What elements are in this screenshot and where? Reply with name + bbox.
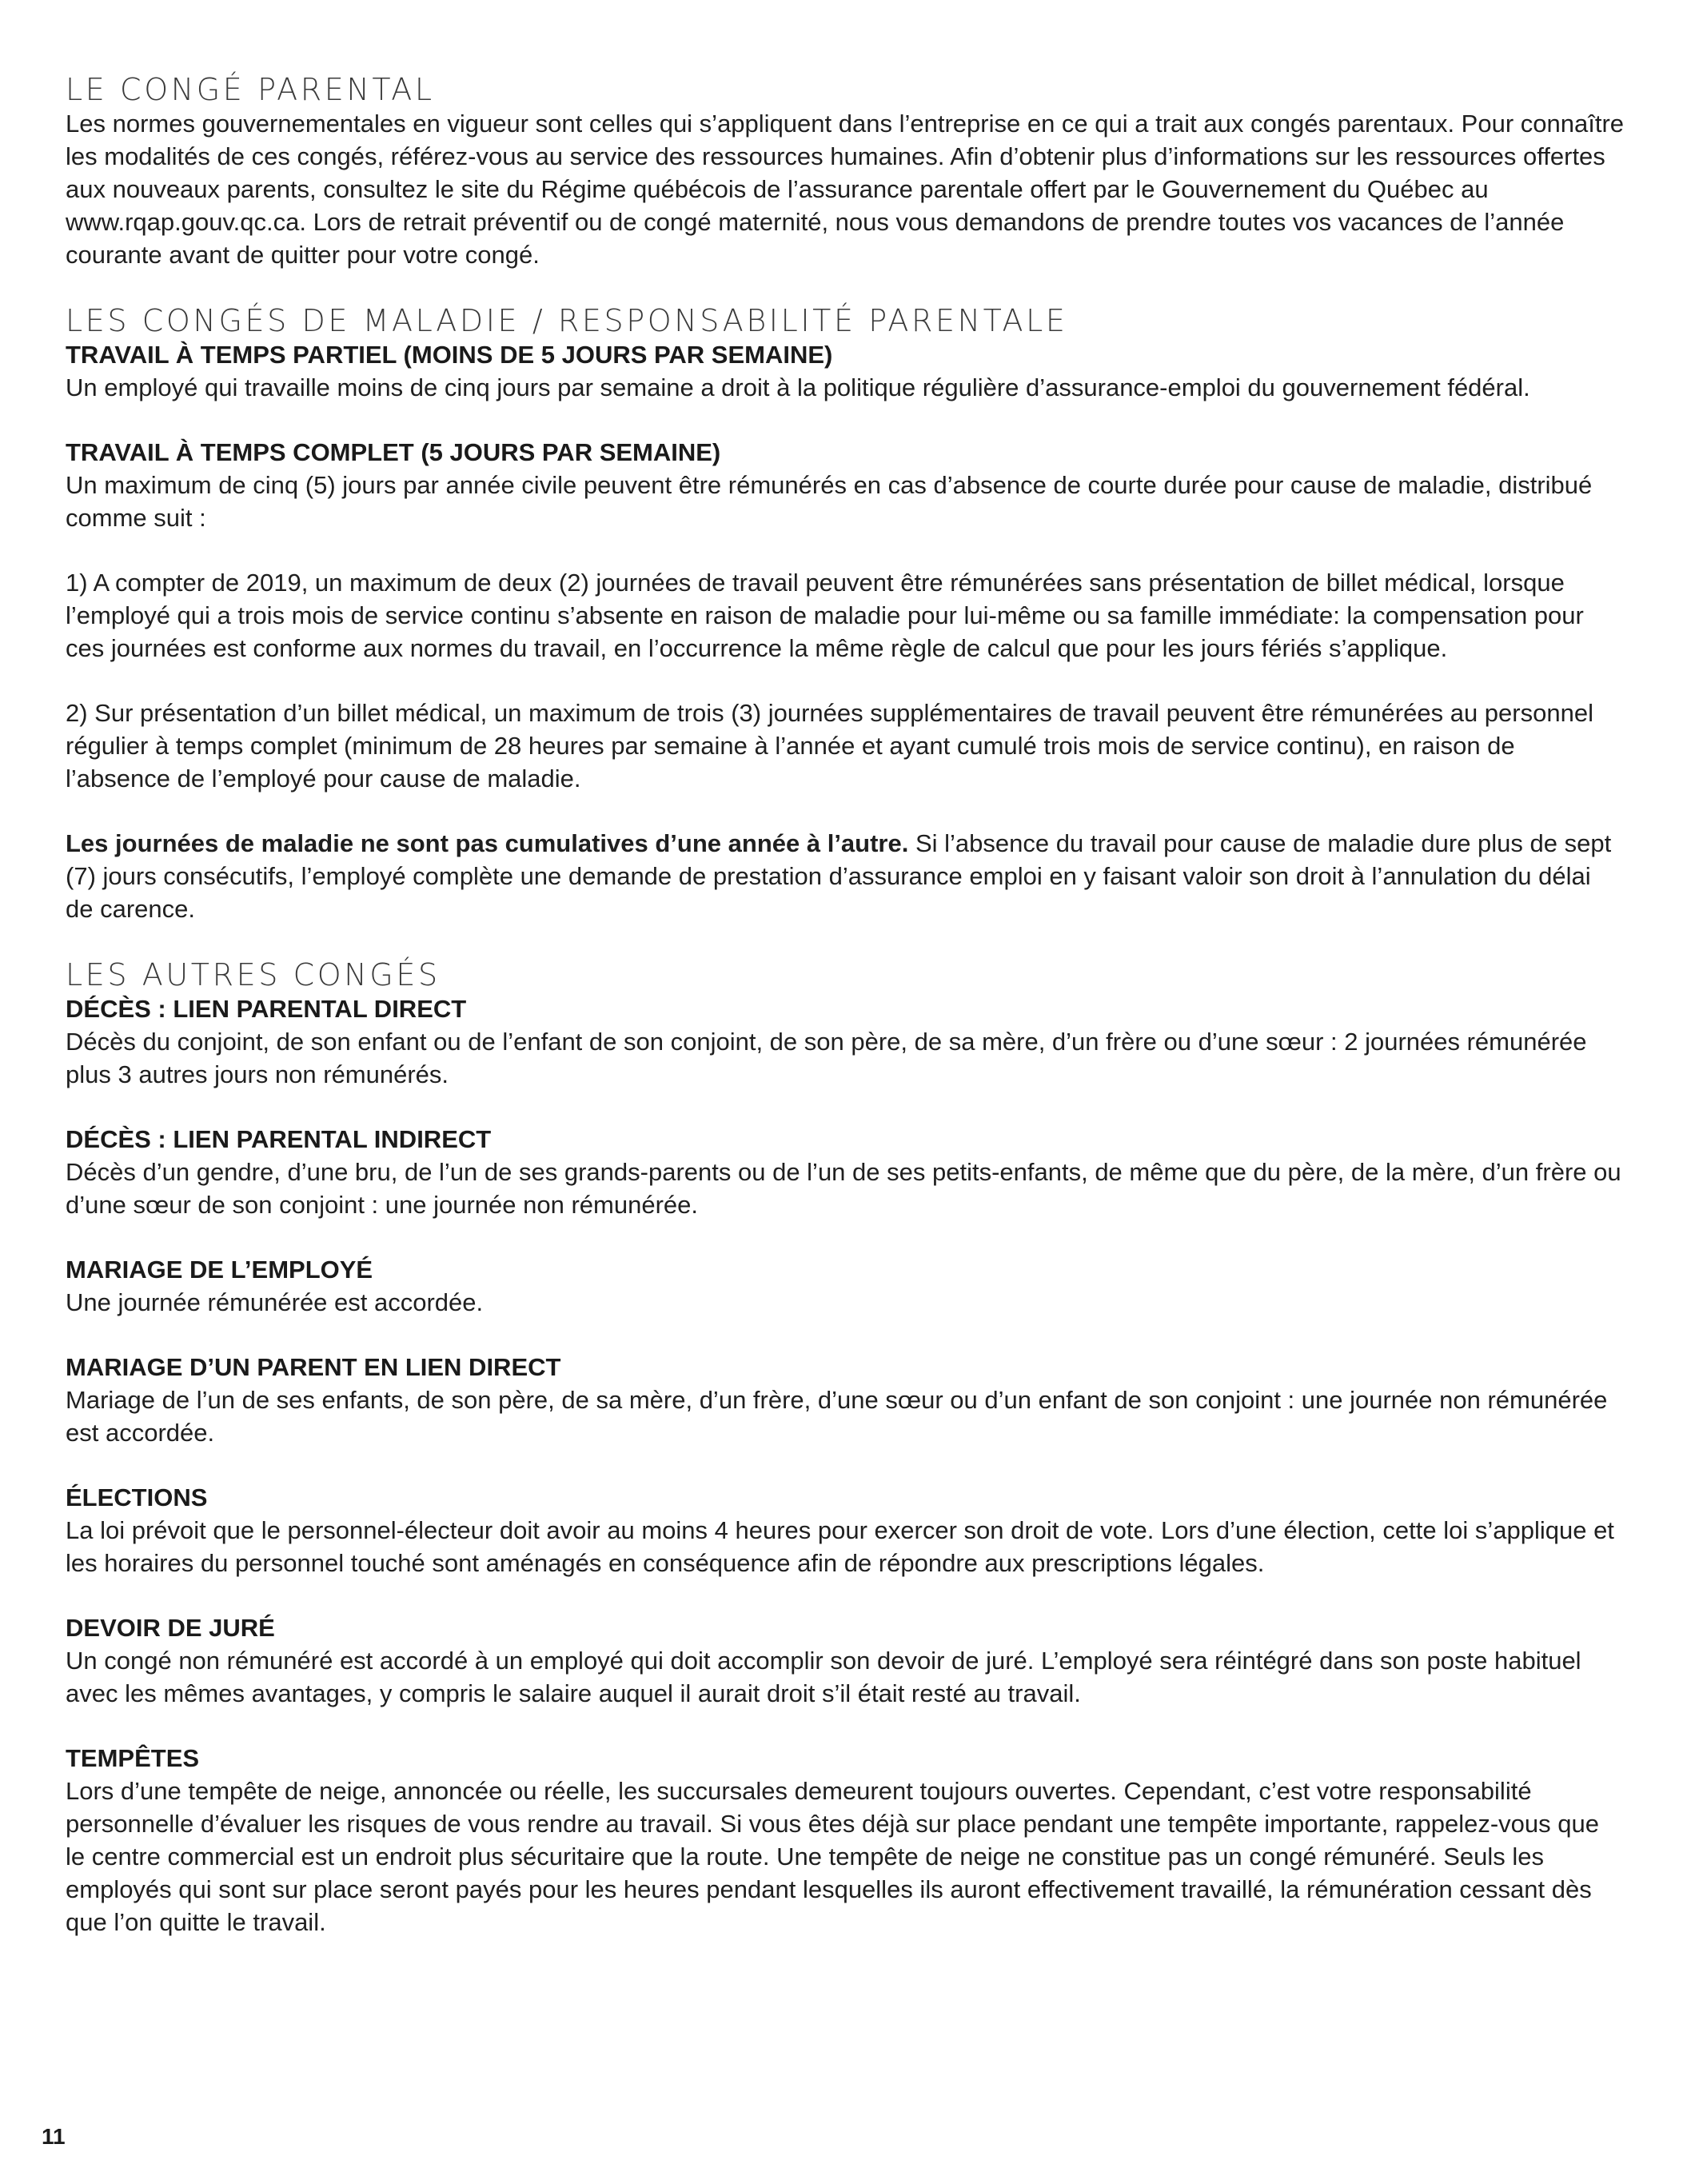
subheading-mariage-parent: MARIAGE D’UN PARENT EN LIEN DIRECT — [66, 1353, 561, 1381]
maladie-note-bold: Les journées de maladie ne sont pas cumulatives d’une année à l’autre. — [66, 829, 909, 857]
subheading-devoir-jure: DEVOIR DE JURÉ — [66, 1614, 275, 1642]
section-title-maladie: LES CONGÉS DE MALADIE / RESPONSABILITÉ PARENTALE — [66, 303, 1068, 338]
maladie-note — [66, 827, 1625, 925]
page-number: 11 — [42, 2124, 66, 2149]
tempetes-body: Lors d’une tempête de neige, annoncée ou réelle, les succursales demeurent toujours ouvertes. Cependant, c’est votre responsabilité personnelle d’évaluer les risques de vous rendre au travail. Si vous êtes déjà sur place pendant une tempête importante, rappelez-vous que le centre commercial est un endroit plus sécuritaire que la route. Une tempête de neige ne constitue pas un congé rémunéré. Seuls les employés qui sont sur place seront payés pour les heures pendant lesquelles ils auront effectivement travaillé, la rémunération cessant dès que l’on quitte le travail. — [66, 1777, 1599, 1936]
devoir-jure-body: Un congé non rémunéré est accordé à un employé qui doit accomplir son devoir de juré. L’employé sera réintégré dans son poste habituel avec les mêmes avantages, y compris le salaire auquel il aurait droit s’il était resté au travail. — [66, 1647, 1581, 1707]
subheading-tempetes: TEMPÊTES — [66, 1744, 200, 1772]
subheading-deces-indirect: DÉCÈS : LIEN PARENTAL INDIRECT — [66, 1125, 492, 1153]
temps-complet-body: Un maximum de cinq (5) jours par année civile peuvent être rémunérés en cas d’absence de courte durée pour cause de maladie, distribué comme suit : — [66, 471, 1593, 532]
parental-body: Les normes gouvernementales en vigueur sont celles qui s’appliquent dans l’entreprise en ce qui a trait aux congés parentaux. Pour connaître les modalités de ces congés, référez-vous au service des ressources humaines. Afin d’obtenir plus d’informations sur les ressources offertes aux nouveaux parents, consultez le site du Régime québécois de l’assurance parentale offert par le Gouvernement du Québec au www.rqap.gouv.qc.ca. Lors de retrait préventif ou de congé maternité, nous vous demandons de prendre toutes vos vacances de l’année courante avant de quitter pour votre congé. — [66, 110, 1625, 269]
mariage-employe-body: Une journée rémunérée est accordée. — [66, 1288, 484, 1316]
section-title-autres: LES AUTRES CONGÉS — [66, 957, 441, 992]
document-page — [66, 72, 1625, 1938]
point-1: 1) A compter de 2019, un maximum de deux (2) journées de travail peuvent être rémunérées sans présentation de billet médical, lorsque l’employé qui a trois mois de service continu s’absente en raison de maladie pour lui-même ou sa famille immédiate: la compensation pour ces journées est conforme aux normes du travail, en l’occurrence la même règle de calcul que pour les jours fériés s’applique. — [66, 569, 1584, 662]
mariage-parent-body: Mariage de l’un de ses enfants, de son père, de sa mère, d’un frère, d’une sœur ou d’un enfant de son conjoint : une journée non rémunérée est accordée. — [66, 1386, 1608, 1447]
maladie-note-rest: Si l’absence du travail pour cause de maladie dure plus de sept (7) jours consécutifs, l’employé complète une demande de prestation d’assurance emploi en y faisant valoir son droit à l’annulation du délai de carence. — [66, 829, 1612, 923]
subheading-elections: ÉLECTIONS — [66, 1483, 208, 1511]
deces-direct-body: Décès du conjoint, de son enfant ou de l’enfant de son conjoint, de son père, de sa mère, d’un frère ou d’une sœur : 2 journées rémunérée plus 3 autres jours non rémunérés. — [66, 1028, 1587, 1088]
section-title-parental: LE CONGÉ PARENTAL — [66, 72, 435, 107]
deces-indirect-body: Décès d’un gendre, d’une bru, de l’un de ses grands-parents ou de l’un de ses petits-enfants, de même que du père, de la mère, d’un frère ou d’une sœur de son conjoint : une journée non rémunérée. — [66, 1158, 1621, 1219]
subheading-temps-complet: TRAVAIL À TEMPS COMPLET (5 JOURS PAR SEMAINE) — [66, 438, 721, 466]
subheading-deces-direct: DÉCÈS : LIEN PARENTAL DIRECT — [66, 995, 467, 1023]
point-2: 2) Sur présentation d’un billet médical, un maximum de trois (3) journées supplémentaires de travail peuvent être rémunérées au personnel régulier à temps complet (minimum de 28 heures par semaine à l’année et ayant cumulé trois mois de service continu), en raison de l’absence de l’employé pour cause de maladie. — [66, 699, 1593, 793]
temps-partiel-body: Un employé qui travaille moins de cinq jours par semaine a droit à la politique régulière d’assurance-emploi du gouvernement fédéral. — [66, 373, 1530, 401]
subheading-temps-partiel: TRAVAIL À TEMPS PARTIEL (MOINS DE 5 JOURS PAR SEMAINE) — [66, 341, 833, 369]
subheading-mariage-employe: MARIAGE DE L’EMPLOYÉ — [66, 1256, 373, 1284]
elections-body: La loi prévoit que le personnel-électeur doit avoir au moins 4 heures pour exercer son droit de vote. Lors d’une élection, cette loi s’applique et les horaires du personnel touché sont aménagés en conséquence afin de répondre aux prescriptions légales. — [66, 1516, 1614, 1577]
